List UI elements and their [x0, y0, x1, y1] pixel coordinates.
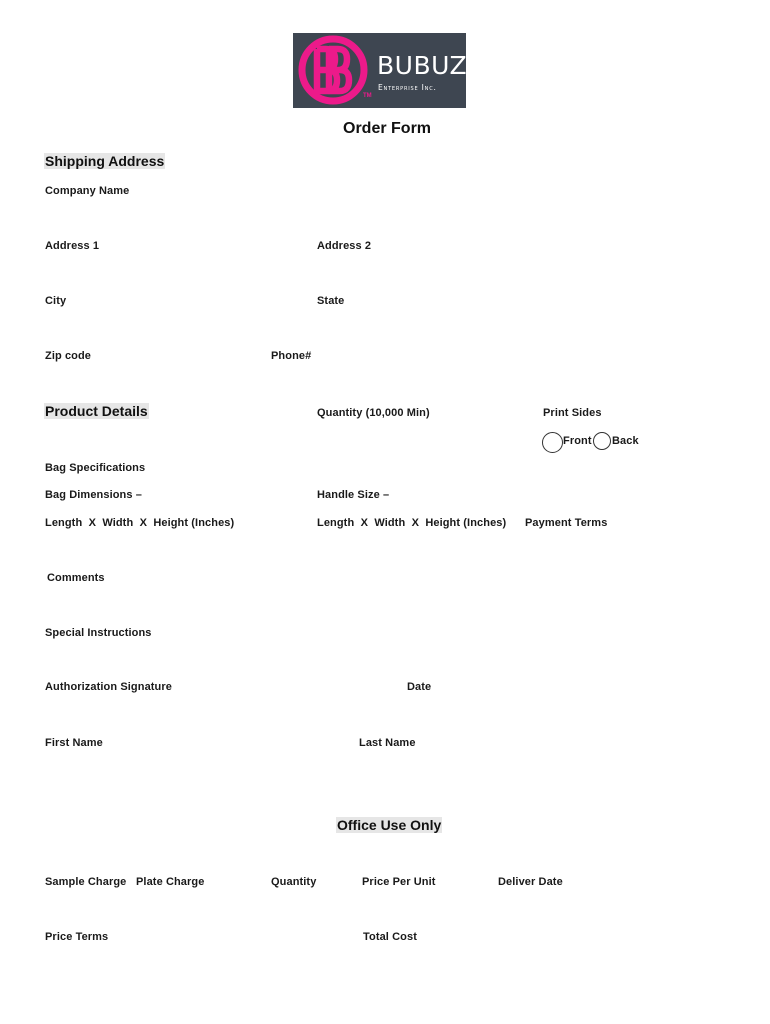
front-radio[interactable]	[542, 432, 563, 453]
address1-label: Address 1	[45, 240, 100, 252]
first-name-label: First Name	[45, 737, 103, 749]
company-logo	[293, 33, 466, 108]
back-label: Back	[612, 435, 639, 447]
office-quantity-label: Quantity	[271, 876, 317, 888]
special-instructions-label: Special Instructions	[45, 627, 152, 639]
last-name-label: Last Name	[359, 737, 416, 749]
logo-brand-text: BUBUZ	[377, 51, 468, 80]
office-use-heading: Office Use Only	[337, 817, 442, 833]
quantity-label: Quantity (10,000 Min)	[317, 407, 430, 419]
authorization-signature-label: Authorization Signature	[45, 681, 172, 693]
price-terms-label: Price Terms	[45, 931, 109, 943]
phone-label: Phone#	[271, 350, 312, 362]
payment-terms-label: Payment Terms	[525, 517, 608, 529]
price-per-unit-label: Price Per Unit	[362, 876, 436, 888]
print-sides-label: Print Sides	[543, 407, 602, 419]
city-label: City	[45, 295, 67, 307]
handle-size-label: Handle Size –	[317, 489, 390, 501]
product-details-heading: Product Details	[45, 403, 148, 419]
page-title: Order Form	[343, 120, 432, 137]
total-cost-label: Total Cost	[363, 931, 417, 943]
deliver-date-label: Deliver Date	[498, 876, 563, 888]
comments-label: Comments	[47, 572, 105, 584]
plate-charge-label: Plate Charge	[136, 876, 205, 888]
bag-specifications-label: Bag Specifications	[45, 462, 146, 474]
bag-dimensions-format-label: Length X Width X Height (Inches)	[45, 517, 235, 529]
date-label: Date	[407, 681, 432, 693]
zip-code-label: Zip code	[45, 350, 92, 362]
bag-dimensions-label: Bag Dimensions –	[45, 489, 142, 501]
company-name-label: Company Name	[45, 185, 130, 197]
sample-charge-label: Sample Charge	[45, 876, 127, 888]
logo-subtitle: Enterprise Inc.	[378, 83, 437, 92]
state-label: State	[317, 295, 345, 307]
back-radio[interactable]	[593, 432, 611, 450]
handle-dimensions-format-label: Length X Width X Height (Inches)	[317, 517, 507, 529]
address2-label: Address 2	[317, 240, 372, 252]
shipping-address-heading: Shipping Address	[45, 153, 165, 169]
logo-trademark: TM	[363, 93, 372, 99]
front-label: Front	[563, 435, 592, 447]
